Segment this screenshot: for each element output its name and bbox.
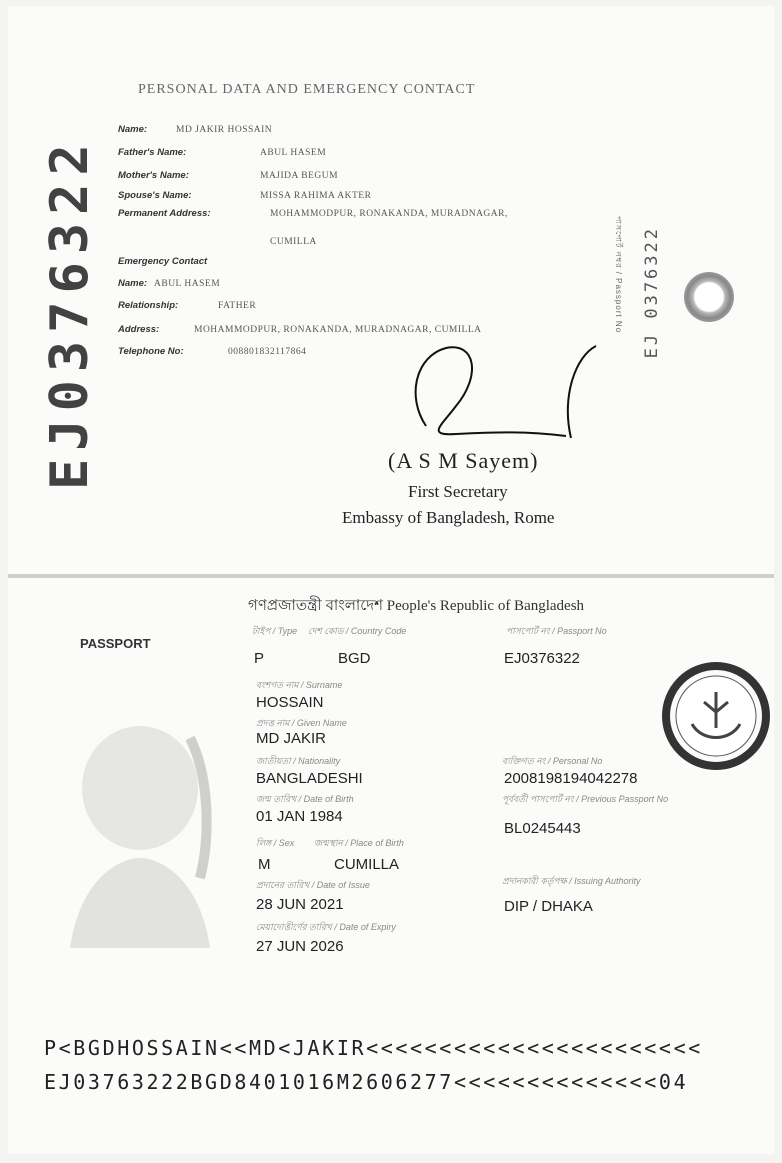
passport-scan bbox=[8, 6, 774, 1154]
vertical-passport-label: পাসপোর্ট নম্বর / Passport No bbox=[614, 216, 623, 334]
sex-value: M bbox=[258, 856, 271, 873]
signatory-name: (A S M Sayem) bbox=[388, 448, 539, 473]
government-seal-icon bbox=[662, 662, 770, 770]
issue-date-value: 28 JUN 2021 bbox=[256, 896, 344, 913]
pob-label: জন্মস্থান / Place of Birth bbox=[314, 838, 404, 848]
signatory-office: Embassy of Bangladesh, Rome bbox=[342, 508, 555, 527]
field-relationship: Relationship: FATHER bbox=[118, 300, 257, 311]
vertical-passport-number: EJ 0376322 bbox=[642, 226, 662, 359]
country-code-label: দেশ কোড / Country Code bbox=[308, 626, 407, 636]
dob-value: 01 JAN 1984 bbox=[256, 808, 343, 825]
dob-label: জন্ম তারিখ / Date of Birth bbox=[256, 794, 354, 804]
passport-label: PASSPORT bbox=[80, 636, 151, 651]
personal-no-value: 20081981940422​78 bbox=[504, 770, 638, 787]
type-label: টাইপ / Type bbox=[252, 626, 298, 636]
perforated-passport-number: EJ0376322 bbox=[40, 136, 100, 490]
nationality-label: জাতীয়তা / Nationality bbox=[256, 756, 341, 766]
field-mother-name: Mother's Name: MAJIDA BEGUM bbox=[118, 170, 339, 181]
field-telephone: Telephone No: 008801832117864 bbox=[118, 346, 307, 357]
expiry-date-label: মেয়াদোত্তীর্ণের তারিখ / Date of Expiry bbox=[256, 922, 396, 932]
field-emergency-name: Name: ABUL HASEM bbox=[118, 278, 221, 289]
embossed-seal-icon bbox=[684, 272, 734, 322]
surname-label: বংশগত নাম / Surname bbox=[256, 680, 343, 690]
field-permanent-address: Permanent Address: MOHAMMODPUR, RONAKANDA, MURADNAGAR, bbox=[118, 208, 508, 219]
passport-data-page bbox=[8, 578, 774, 1154]
surname-value: HOSSAIN bbox=[256, 694, 324, 711]
previous-passport-label: পূর্ববর্তী পাসপোর্ট নং / Previous Passport No bbox=[502, 794, 669, 804]
page-title: PERSONAL DATA AND EMERGENCY CONTACT bbox=[138, 82, 476, 97]
previous-passport-value: BL0245443 bbox=[504, 820, 581, 837]
field-father-name: Father's Name: ABUL HASEM bbox=[118, 147, 327, 158]
field-name: Name: MD JAKIR HOSSAIN bbox=[118, 124, 273, 135]
signature bbox=[396, 336, 606, 456]
given-name-value: MD JAKIR bbox=[256, 730, 327, 747]
personal-data-page bbox=[8, 6, 774, 576]
holder-photo bbox=[60, 718, 220, 948]
country-code-value: BGD bbox=[338, 650, 371, 667]
sex-label: লিঙ্গ / Sex bbox=[256, 838, 295, 848]
mrz-line-1: P<BGDHOSSAIN<<MD<JAKIR<<<<<<<<<<<<<<<<<<<<<<< bbox=[44, 1036, 703, 1060]
field-permanent-address-cont: CUMILLA bbox=[270, 237, 317, 247]
emergency-contact-heading: Emergency Contact bbox=[118, 256, 208, 267]
authority-label: প্রদানকারী কর্তৃপক্ষ / Issuing Authority bbox=[502, 876, 641, 886]
passport-no-label: পাসপোর্ট নং / Passport No bbox=[506, 626, 607, 636]
nationality-value: BANGLADESHI bbox=[256, 770, 363, 787]
field-spouse-name: Spouse's Name: MISSA RAHIMA AKTER bbox=[118, 190, 372, 201]
given-name-label: প্রদত্ত নাম / Given Name bbox=[256, 718, 347, 728]
field-emergency-address: Address: MOHAMMODPUR, RONAKANDA, MURADNAGAR, CUMILLA bbox=[118, 324, 482, 335]
signatory-title: First Secretary bbox=[408, 482, 508, 501]
mrz-line-2: EJ03763222BGD8401016M2606277<<<<<<<<<<<<<<04 bbox=[44, 1070, 689, 1094]
personal-no-label: ব্যক্তিগত নং / Personal No bbox=[502, 756, 603, 766]
type-value: P bbox=[254, 650, 265, 667]
issue-date-label: প্রদানের তারিখ / Date of Issue bbox=[256, 880, 370, 890]
passport-no-value: EJ0376322 bbox=[504, 650, 580, 667]
expiry-date-value: 27 JUN 2026 bbox=[256, 938, 344, 955]
authority-value: DIP / DHAKA bbox=[504, 898, 593, 915]
pob-value: CUMILLA bbox=[334, 856, 400, 873]
country-header: গণপ্রজাতন্ত্রী বাংলাদেশ People's Republic of Bangladesh bbox=[248, 598, 585, 614]
